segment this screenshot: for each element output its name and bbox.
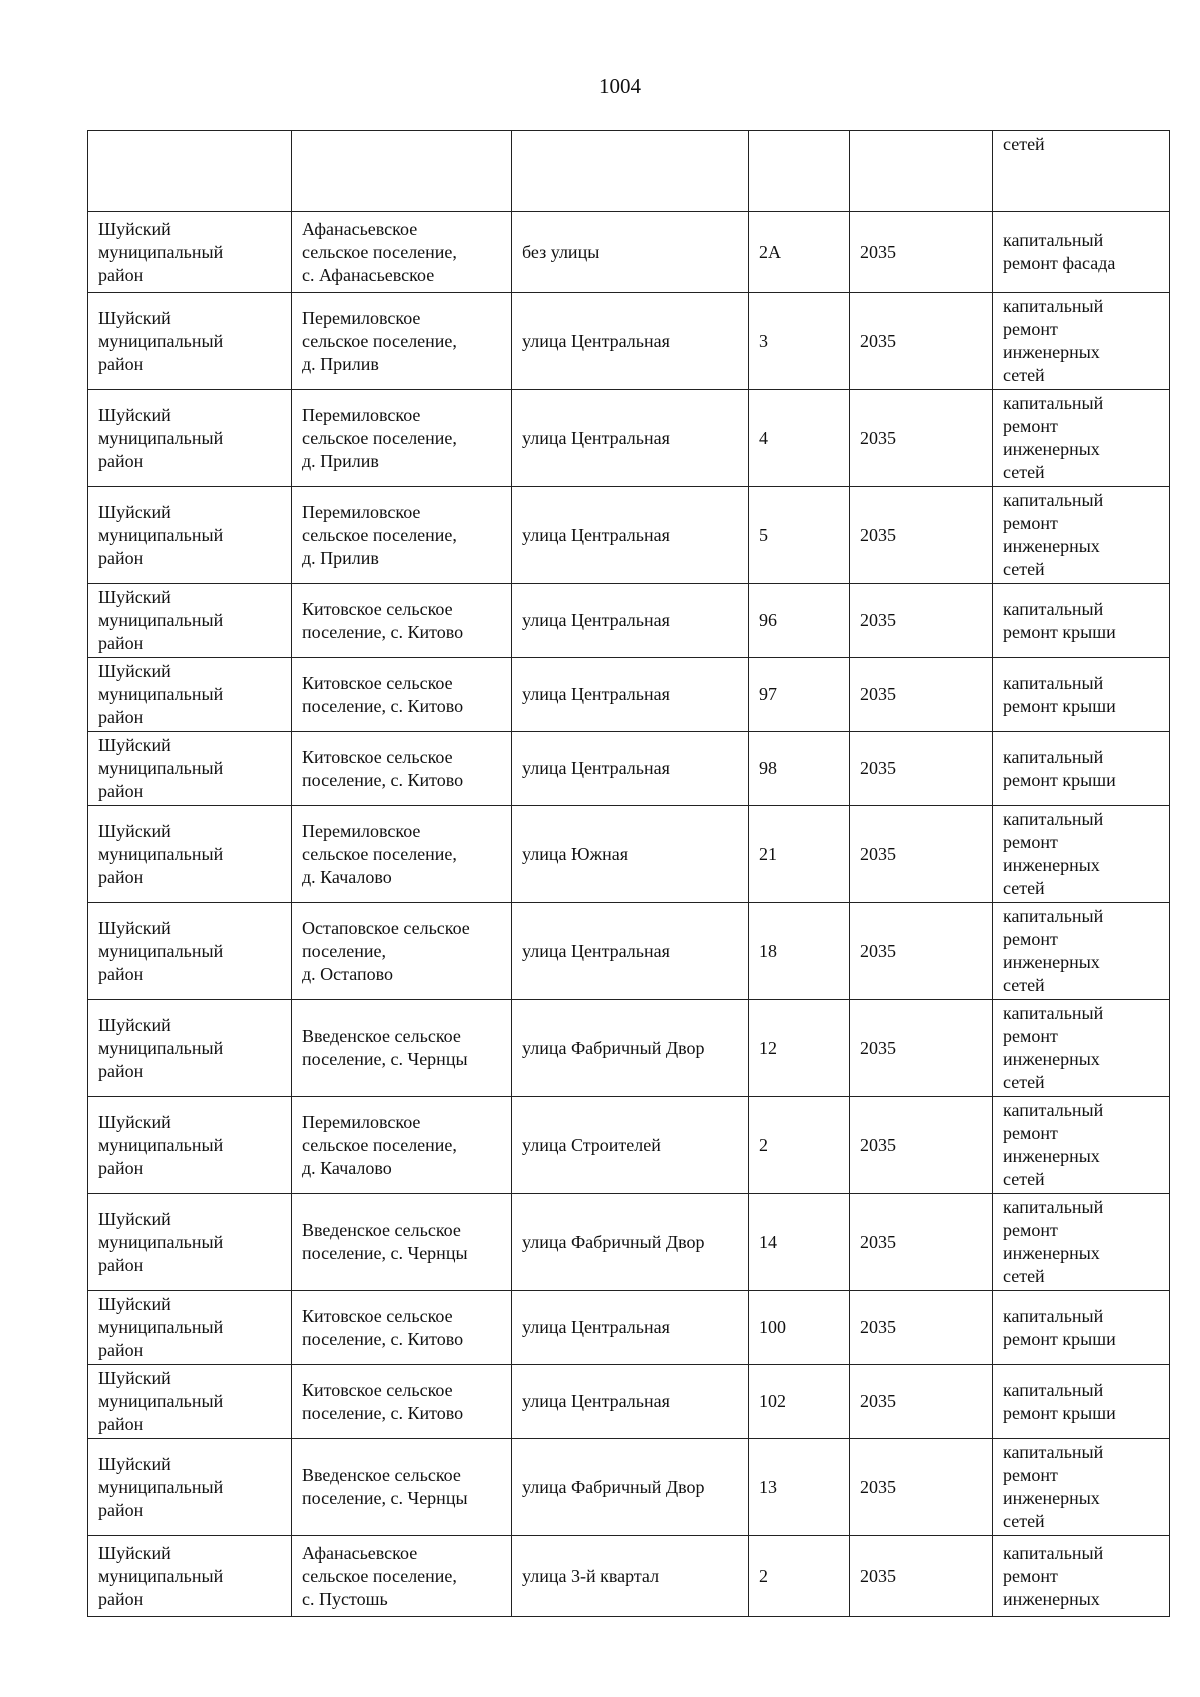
cell-year: 2035 xyxy=(850,1000,993,1097)
cell-street: улица Центральная xyxy=(512,1365,749,1439)
cell-settlement: Китовское сельское поселение, с. Китово xyxy=(292,658,512,732)
cell-work: капитальный ремонт крыши xyxy=(993,658,1170,732)
cell-house: 12 xyxy=(749,1000,850,1097)
cell-work: капитальный ремонт инженерных сетей xyxy=(993,1194,1170,1291)
cell-year: 2035 xyxy=(850,1365,993,1439)
cell-house: 18 xyxy=(749,903,850,1000)
table-row xyxy=(88,212,1170,293)
cell-district: Шуйский муниципальный район xyxy=(88,1000,292,1097)
cell-house: 97 xyxy=(749,658,850,732)
cell-work: капитальный ремонт крыши xyxy=(993,732,1170,806)
table-row xyxy=(88,1439,1170,1536)
table-row xyxy=(88,293,1170,390)
cell-house: 2 xyxy=(749,1536,850,1617)
cell-year: 2035 xyxy=(850,487,993,584)
cell-work: капитальный ремонт инженерных сетей xyxy=(993,806,1170,903)
cell-district: Шуйский муниципальный район xyxy=(88,1365,292,1439)
table-row xyxy=(88,903,1170,1000)
cell-work: капитальный ремонт крыши xyxy=(993,1365,1170,1439)
table-row xyxy=(88,1536,1170,1617)
cell-street: улица Центральная xyxy=(512,658,749,732)
cell-street xyxy=(512,131,749,212)
cell-district: Шуйский муниципальный район xyxy=(88,584,292,658)
cell-settlement: Введенское сельское поселение, с. Чернцы xyxy=(292,1439,512,1536)
cell-street: улица Строителей xyxy=(512,1097,749,1194)
cell-settlement: Введенское сельское поселение, с. Чернцы xyxy=(292,1000,512,1097)
cell-house: 4 xyxy=(749,390,850,487)
table-row-continued xyxy=(88,131,1170,212)
cell-work: капитальный ремонт инженерных сетей xyxy=(993,1439,1170,1536)
repair-schedule-table xyxy=(87,130,1170,1617)
cell-work: капитальный ремонт крыши xyxy=(993,1291,1170,1365)
cell-house: 100 xyxy=(749,1291,850,1365)
cell-house: 102 xyxy=(749,1365,850,1439)
cell-year: 2035 xyxy=(850,1536,993,1617)
cell-house: 96 xyxy=(749,584,850,658)
cell-year: 2035 xyxy=(850,903,993,1000)
cell-house: 14 xyxy=(749,1194,850,1291)
cell-settlement: Афанасьевское сельское поселение, с. Афанасьевское xyxy=(292,212,512,293)
cell-year: 2035 xyxy=(850,584,993,658)
cell-settlement: Перемиловское сельское поселение, д. Прилив xyxy=(292,293,512,390)
cell-street: улица Центральная xyxy=(512,487,749,584)
cell-street: улица Центральная xyxy=(512,1291,749,1365)
cell-year: 2035 xyxy=(850,732,993,806)
cell-settlement: Китовское сельское поселение, с. Китово xyxy=(292,1365,512,1439)
table-row xyxy=(88,1000,1170,1097)
cell-settlement xyxy=(292,131,512,212)
table-row xyxy=(88,390,1170,487)
table-row xyxy=(88,1291,1170,1365)
cell-district: Шуйский муниципальный район xyxy=(88,293,292,390)
cell-settlement: Перемиловское сельское поселение, д. Прилив xyxy=(292,487,512,584)
cell-house: 2 xyxy=(749,1097,850,1194)
cell-year: 2035 xyxy=(850,293,993,390)
cell-work: капитальный ремонт крыши xyxy=(993,584,1170,658)
cell-district: Шуйский муниципальный район xyxy=(88,903,292,1000)
cell-district: Шуйский муниципальный район xyxy=(88,658,292,732)
cell-house: 13 xyxy=(749,1439,850,1536)
cell-house: 3 xyxy=(749,293,850,390)
cell-work: капитальный ремонт инженерных сетей xyxy=(993,903,1170,1000)
table-row xyxy=(88,1097,1170,1194)
cell-district: Шуйский муниципальный район xyxy=(88,487,292,584)
cell-district: Шуйский муниципальный район xyxy=(88,1097,292,1194)
cell-street: улица Центральная xyxy=(512,903,749,1000)
cell-settlement: Перемиловское сельское поселение, д. Прилив xyxy=(292,390,512,487)
cell-year xyxy=(850,131,993,212)
cell-street: улица Фабричный Двор xyxy=(512,1000,749,1097)
cell-year: 2035 xyxy=(850,1194,993,1291)
cell-street: улица Центральная xyxy=(512,584,749,658)
cell-district: Шуйский муниципальный район xyxy=(88,1291,292,1365)
table-row xyxy=(88,658,1170,732)
cell-street: без улицы xyxy=(512,212,749,293)
cell-settlement: Перемиловское сельское поселение, д. Качалово xyxy=(292,1097,512,1194)
cell-year: 2035 xyxy=(850,806,993,903)
cell-work: капитальный ремонт инженерных сетей xyxy=(993,487,1170,584)
table-row xyxy=(88,732,1170,806)
cell-year: 2035 xyxy=(850,212,993,293)
cell-district: Шуйский муниципальный район xyxy=(88,732,292,806)
cell-street: улица Центральная xyxy=(512,390,749,487)
cell-street: улица 3-й квартал xyxy=(512,1536,749,1617)
cell-settlement: Перемиловское сельское поселение, д. Качалово xyxy=(292,806,512,903)
cell-work: капитальный ремонт фасада xyxy=(993,212,1170,293)
cell-street: улица Центральная xyxy=(512,293,749,390)
cell-work: капитальный ремонт инженерных xyxy=(993,1536,1170,1617)
cell-district xyxy=(88,131,292,212)
cell-work: капитальный ремонт инженерных сетей xyxy=(993,390,1170,487)
table-row xyxy=(88,1194,1170,1291)
cell-work: сетей xyxy=(993,131,1170,212)
cell-settlement: Введенское сельское поселение, с. Чернцы xyxy=(292,1194,512,1291)
cell-settlement: Китовское сельское поселение, с. Китово xyxy=(292,732,512,806)
cell-street: улица Центральная xyxy=(512,732,749,806)
table-row xyxy=(88,487,1170,584)
cell-street: улица Южная xyxy=(512,806,749,903)
cell-year: 2035 xyxy=(850,1291,993,1365)
cell-house: 98 xyxy=(749,732,850,806)
cell-district: Шуйский муниципальный район xyxy=(88,1439,292,1536)
cell-year: 2035 xyxy=(850,1097,993,1194)
cell-district: Шуйский муниципальный район xyxy=(88,806,292,903)
cell-work: капитальный ремонт инженерных сетей xyxy=(993,293,1170,390)
cell-house: 5 xyxy=(749,487,850,584)
cell-settlement: Китовское сельское поселение, с. Китово xyxy=(292,584,512,658)
table-row xyxy=(88,1365,1170,1439)
cell-settlement: Остаповское сельское поселение, д. Остапово xyxy=(292,903,512,1000)
cell-house: 2А xyxy=(749,212,850,293)
page-number: 1004 xyxy=(599,74,641,98)
cell-settlement: Афанасьевское сельское поселение, с. Пустошь xyxy=(292,1536,512,1617)
cell-work: капитальный ремонт инженерных сетей xyxy=(993,1000,1170,1097)
cell-district: Шуйский муниципальный район xyxy=(88,390,292,487)
table-row xyxy=(88,806,1170,903)
table-row xyxy=(88,584,1170,658)
cell-year: 2035 xyxy=(850,1439,993,1536)
cell-district: Шуйский муниципальный район xyxy=(88,212,292,293)
cell-district: Шуйский муниципальный район xyxy=(88,1194,292,1291)
cell-district: Шуйский муниципальный район xyxy=(88,1536,292,1617)
cell-house: 21 xyxy=(749,806,850,903)
cell-settlement: Китовское сельское поселение, с. Китово xyxy=(292,1291,512,1365)
cell-work: капитальный ремонт инженерных сетей xyxy=(993,1097,1170,1194)
cell-year: 2035 xyxy=(850,658,993,732)
cell-house xyxy=(749,131,850,212)
cell-year: 2035 xyxy=(850,390,993,487)
cell-street: улица Фабричный Двор xyxy=(512,1194,749,1291)
cell-street: улица Фабричный Двор xyxy=(512,1439,749,1536)
